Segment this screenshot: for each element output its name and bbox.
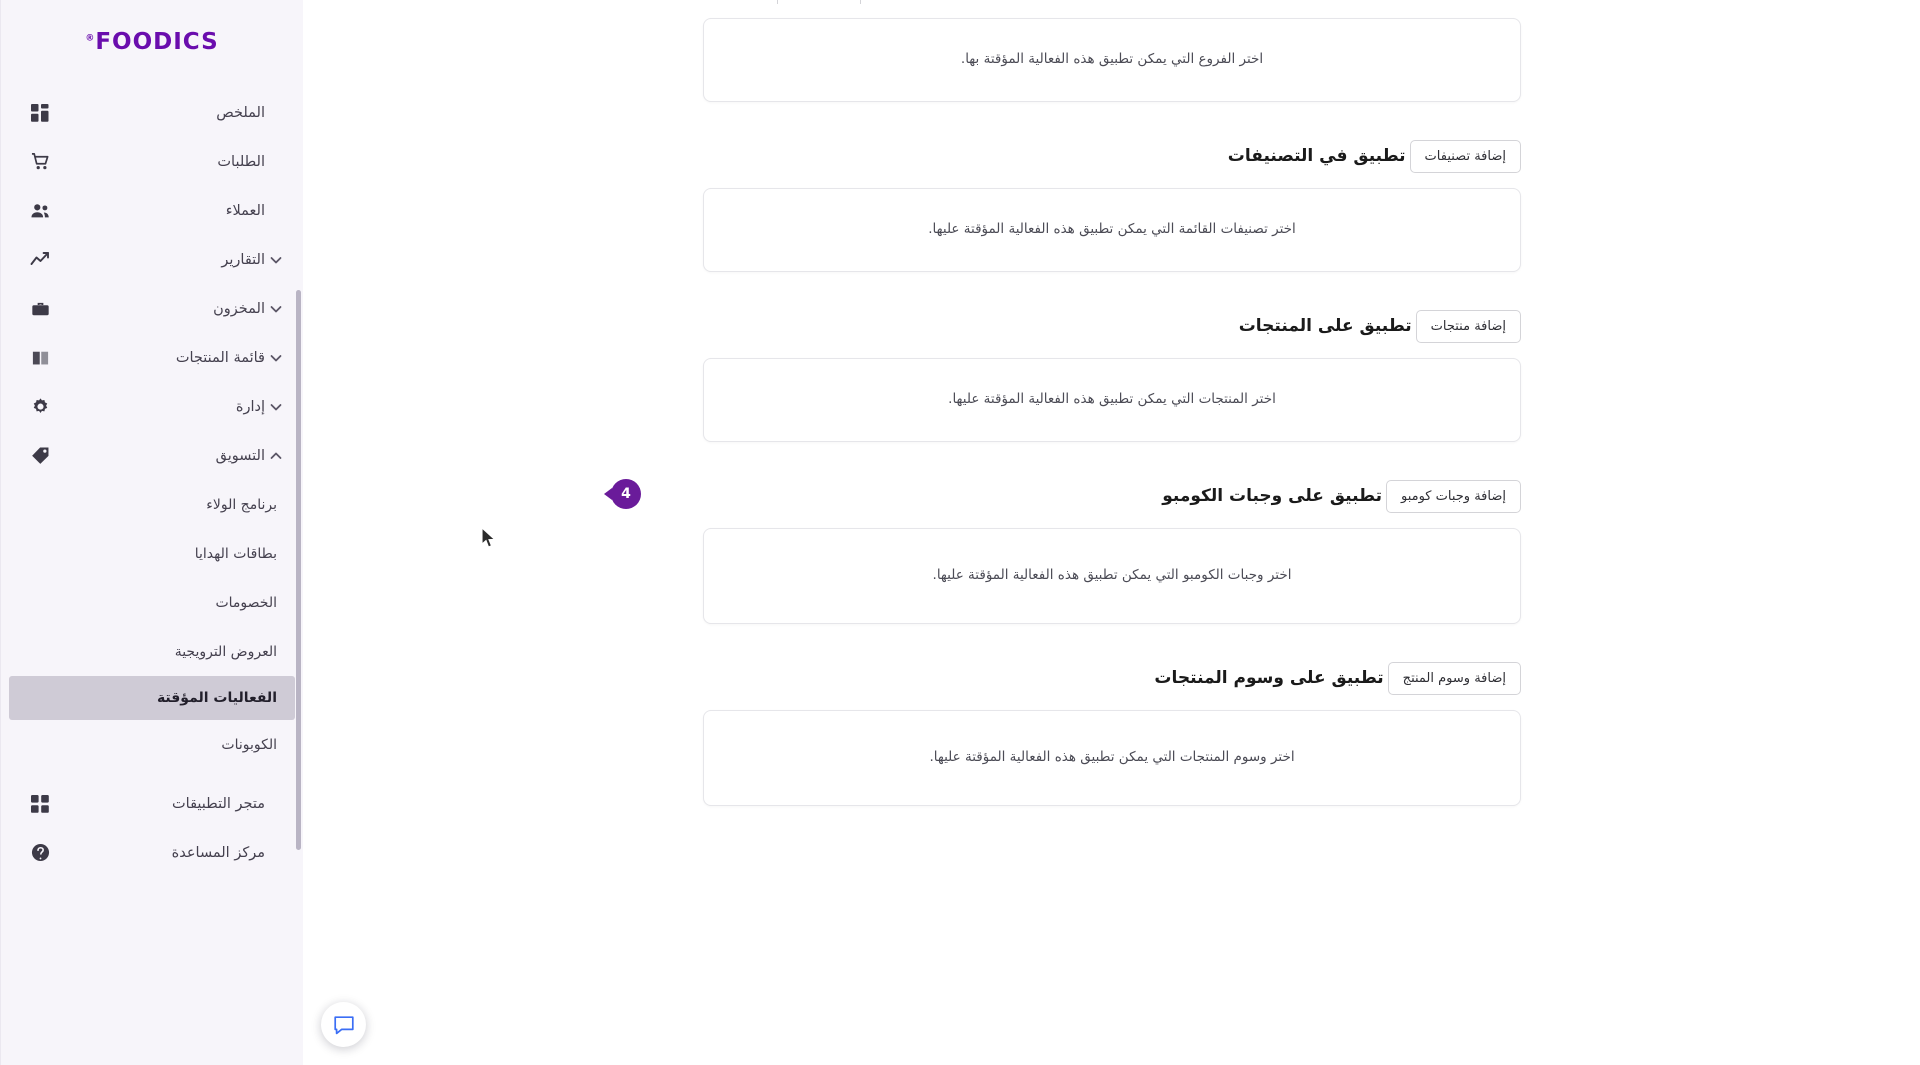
product-tags-panel (703, 710, 1521, 806)
products-title: تطبيق على المنتجات (1238, 316, 1412, 336)
sidebar-subitem-discounts[interactable] (1, 578, 303, 627)
products-header (703, 306, 1521, 346)
sidebar-item-help-center[interactable] (1, 828, 303, 877)
add-products-button[interactable]: إضافة منتجات (1416, 310, 1521, 343)
section-products (703, 306, 1521, 442)
chat-bubble-icon (332, 1013, 356, 1037)
chevron-up-icon[interactable] (265, 449, 287, 463)
add-categories-button[interactable]: إضافة تصنيفات (1410, 140, 1521, 173)
sidebar-subitem-promotions[interactable] (1, 627, 303, 676)
combos-hint: اختر وجبات الكومبو التي يمكن تطبيق هذه الفعالية المؤقتة عليها. (932, 567, 1292, 584)
chart-line-icon (27, 251, 53, 269)
sidebar-item-orders[interactable] (1, 137, 303, 186)
gear-icon (27, 397, 53, 416)
brand-name: FOODICS® (85, 29, 219, 55)
sidebar-item-label: الملخص (216, 104, 265, 121)
product-tags-hint: اختر وسوم المنتجات التي يمكن تطبيق هذه الفعالية المؤقتة عليها. (929, 749, 1295, 766)
sidebar-item-reports[interactable] (1, 235, 303, 284)
step-marker-4 (611, 479, 641, 509)
add-combos-button[interactable]: إضافة وجبات كومبو (1386, 480, 1521, 513)
section-product-tags (703, 658, 1521, 806)
add-product-tags-button[interactable]: إضافة وسوم المنتج (1388, 662, 1521, 695)
chat-launcher-button[interactable] (321, 1002, 366, 1047)
sidebar-item-customers[interactable] (1, 186, 303, 235)
sidebar-scrollbar[interactable] (296, 290, 301, 850)
brand-logo[interactable] (1, 0, 303, 78)
mouse-cursor (481, 527, 497, 549)
combos-panel (703, 528, 1521, 624)
section-branches-partial (703, 0, 1521, 16)
chevron-down-icon[interactable] (265, 400, 287, 414)
sidebar-item-label: التقارير (221, 251, 265, 268)
branches-hint: اختر الفروع التي يمكن تطبيق هذه الفعالية المؤقتة بها. (960, 51, 1264, 68)
sidebar-item-marketing[interactable] (1, 431, 303, 480)
categories-hint: اختر تصنيفات القائمة التي يمكن تطبيق هذه الفعالية المؤقتة عليها. (928, 221, 1296, 238)
sidebar-subitem-label: الفعاليات المؤقتة (156, 690, 277, 706)
sidebar-subitem-label: الخصومات (215, 594, 277, 611)
sidebar-subitem-label: بطاقات الهدايا (194, 545, 277, 562)
sidebar (0, 0, 303, 1065)
product-tags-title: تطبيق على وسوم المنتجات (1154, 668, 1384, 688)
apps-grid-icon (27, 795, 53, 813)
sidebar-item-summary[interactable] (1, 88, 303, 137)
sidebar-item-label: الطلبات (217, 153, 265, 170)
categories-panel (703, 188, 1521, 272)
dashboard-icon (27, 104, 53, 122)
sidebar-subitem-label: برنامج الولاء (206, 496, 277, 513)
combos-title: تطبيق على وجبات الكومبو (1162, 486, 1382, 506)
sidebar-item-label: المخزون (213, 300, 265, 317)
main-content (303, 0, 1920, 1065)
product-tags-header (703, 658, 1521, 698)
chevron-down-icon[interactable] (265, 351, 287, 365)
sidebar-item-label: العملاء (225, 202, 265, 219)
sidebar-subitem-timed-events[interactable] (9, 676, 295, 720)
sidebar-item-label: مركز المساعدة (171, 844, 265, 861)
sidebar-item-label: قائمة المنتجات (175, 349, 265, 366)
sidebar-item-label: إدارة (235, 398, 265, 415)
sidebar-nav (1, 78, 303, 1065)
sidebar-item-management[interactable] (1, 382, 303, 431)
add-branches-button-partial[interactable] (777, 0, 861, 4)
categories-header (703, 136, 1521, 176)
sidebar-item-label: التسويق (215, 447, 265, 464)
step-marker-bubble: 4 (611, 479, 641, 509)
section-categories (703, 136, 1521, 272)
users-icon (27, 202, 53, 220)
briefcase-icon (27, 300, 53, 318)
sidebar-item-inventory[interactable] (1, 284, 303, 333)
combos-header (621, 476, 1521, 516)
sidebar-item-app-store[interactable] (1, 779, 303, 828)
sidebar-item-menu[interactable] (1, 333, 303, 382)
branches-panel (703, 18, 1521, 102)
sidebar-subitem-label: العروض الترويجية (174, 643, 277, 660)
chevron-down-icon[interactable] (265, 302, 287, 316)
products-panel (703, 358, 1521, 442)
sidebar-subitem-coupons[interactable] (1, 720, 303, 769)
tag-icon (27, 446, 53, 465)
products-hint: اختر المنتجات التي يمكن تطبيق هذه الفعالية المؤقتة عليها. (948, 391, 1276, 408)
section-branches (703, 18, 1521, 102)
help-circle-icon (27, 843, 53, 862)
section-combos (621, 476, 1521, 624)
chevron-down-icon[interactable] (265, 253, 287, 267)
sidebar-subitem-label: الكوبونات (221, 736, 277, 753)
cart-icon (27, 152, 53, 171)
menu-book-icon (27, 349, 53, 367)
categories-title: تطبيق في التصنيفات (1227, 146, 1406, 166)
sidebar-item-label: متجر التطبيقات (172, 795, 265, 812)
sidebar-subitem-loyalty[interactable] (1, 480, 303, 529)
sidebar-subitem-gift-cards[interactable] (1, 529, 303, 578)
